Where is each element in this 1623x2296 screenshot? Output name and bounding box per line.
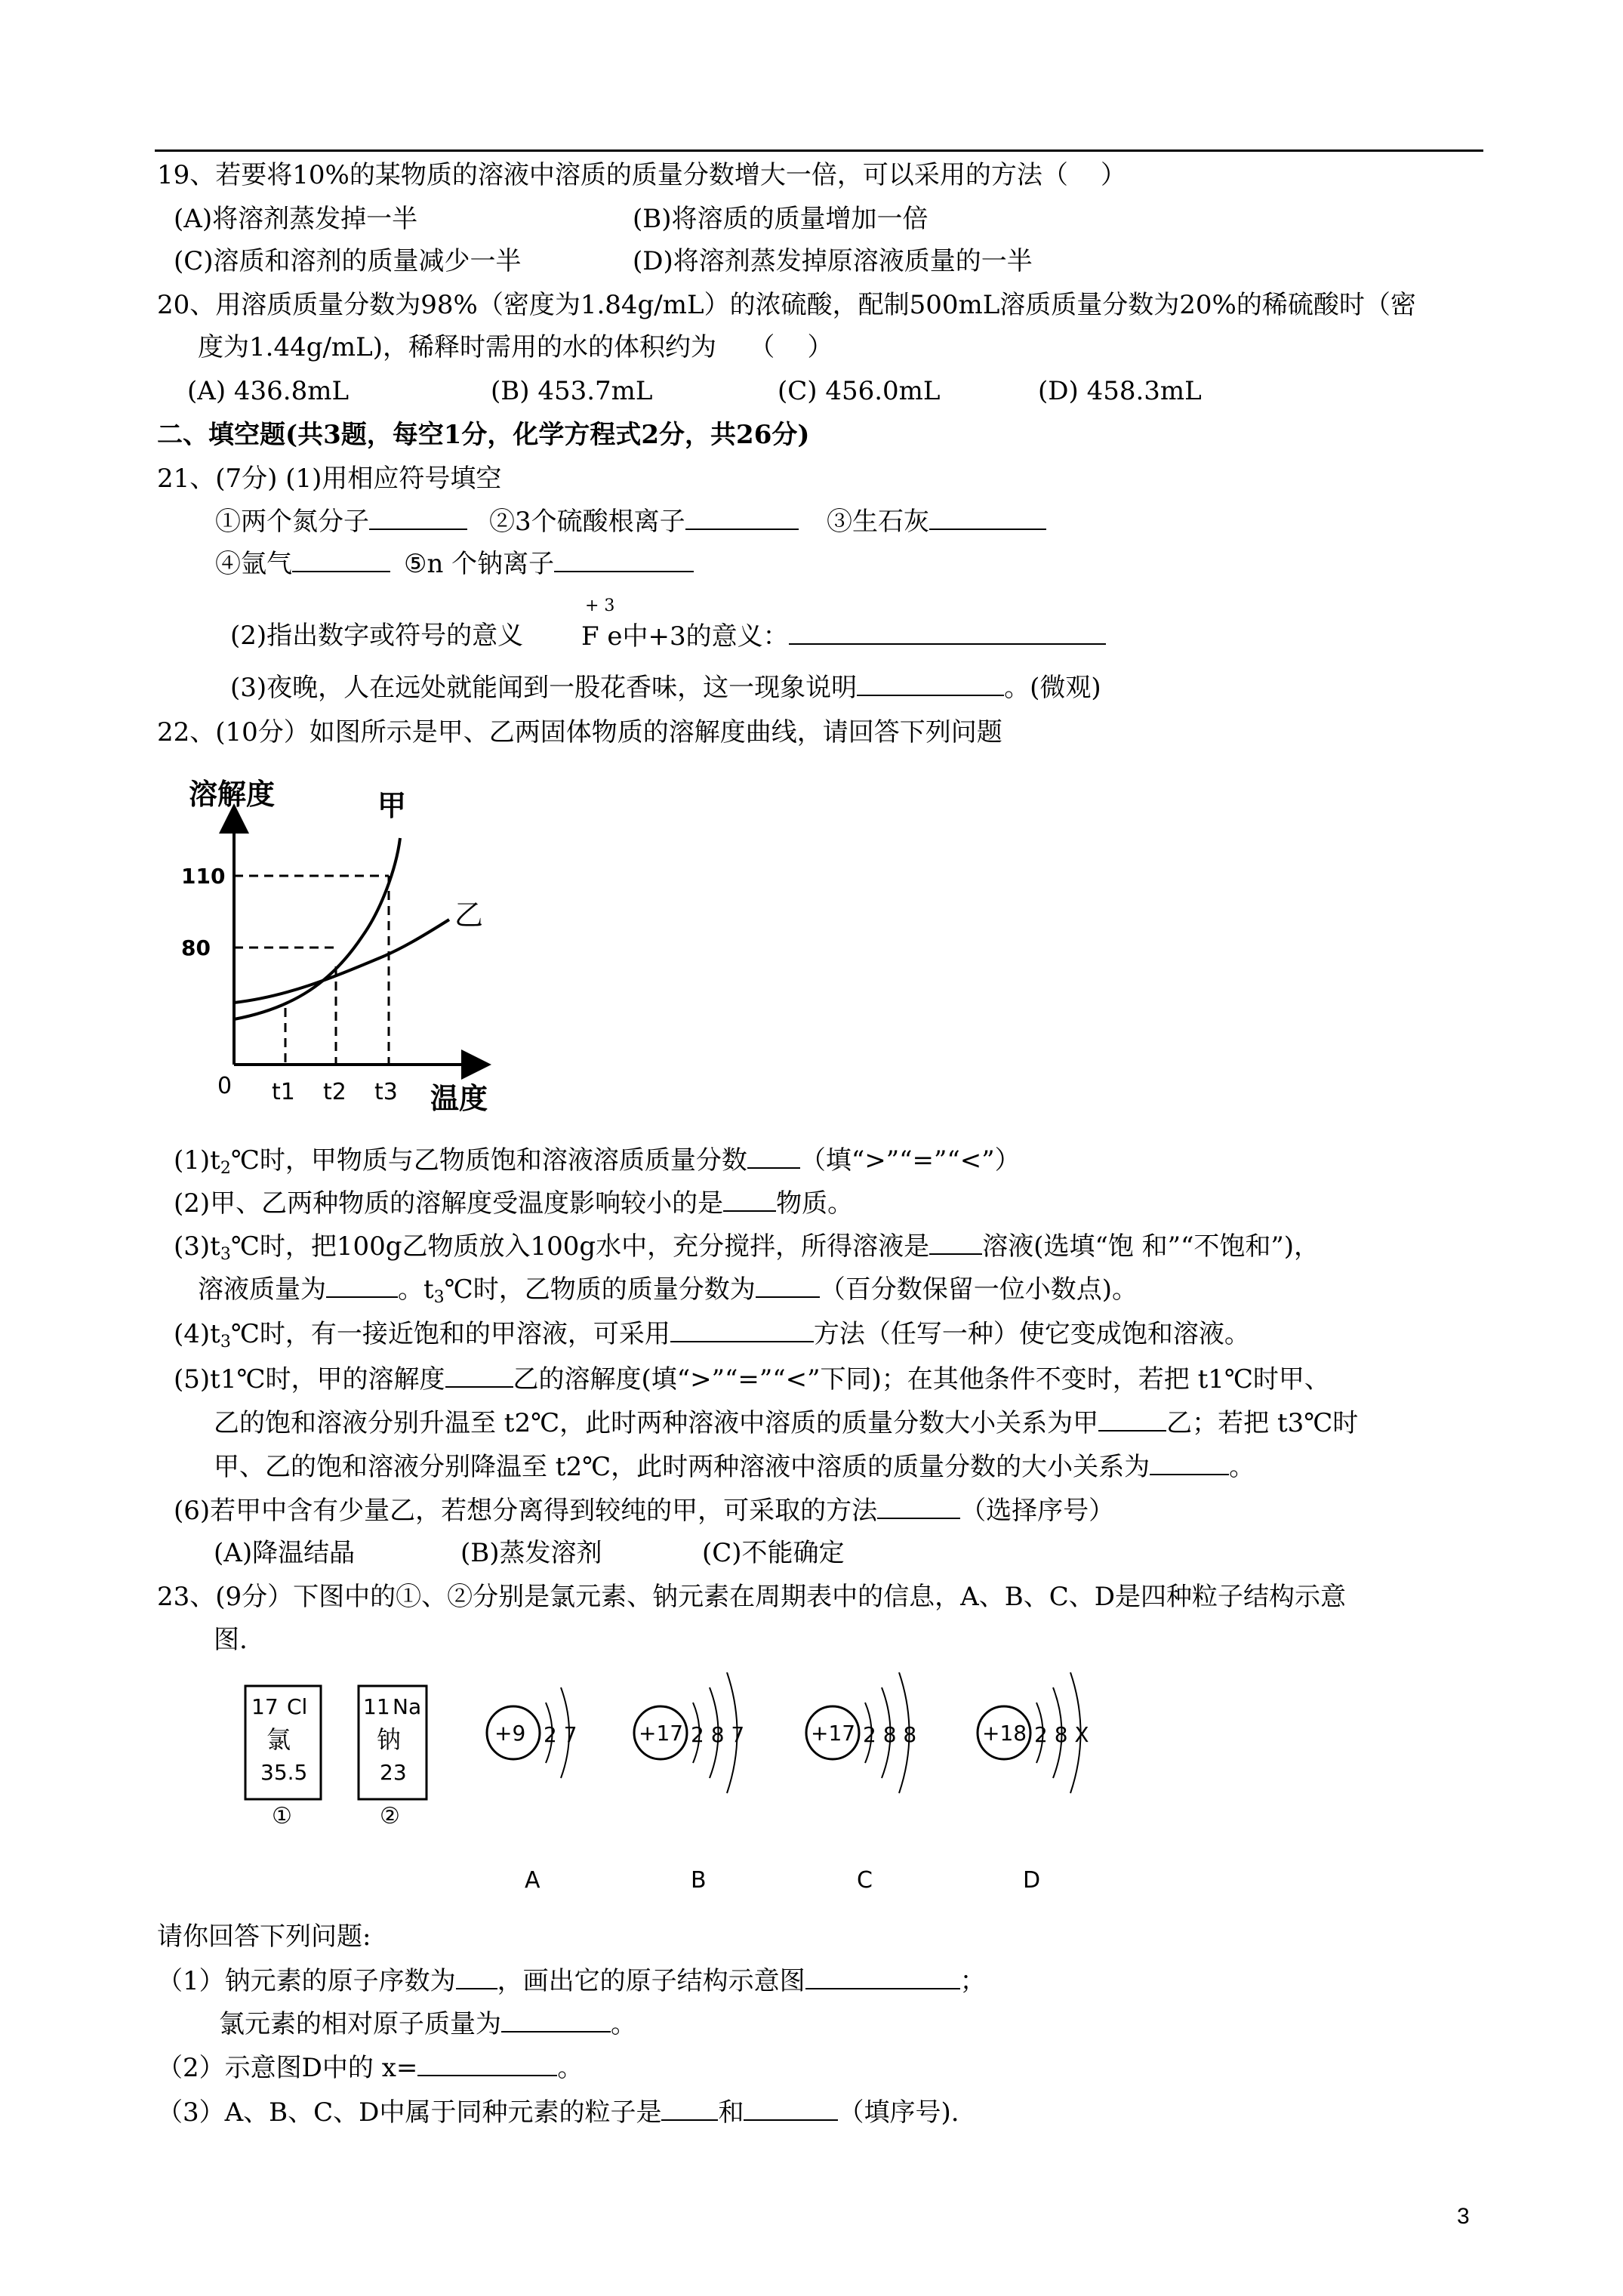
- q22-sub-5: (5)t1℃时，甲的溶解度 乙的溶解度(填“>”“=”“<”下同)；在其他条件不变时，若把 t1℃时甲、: [174, 1364, 1330, 1395]
- particle-d-shells: 2 8 X: [1034, 1722, 1089, 1747]
- q23-stem-line1: 23、(9分）下图中的①、②分别是氯元素、钠元素在周期表中的信息，A、B、C、D是四种粒子结构示意: [157, 1582, 1346, 1612]
- header-rule: [155, 149, 1483, 152]
- q20-stem-line2: 度为1.44g/mL)，稀释时需用的水的体积约为 （ ）: [198, 332, 833, 362]
- q22-sub-1: $(1)t_2℃$时，甲物质与乙物质饱和溶液溶质质量分数 （填“>”“=”“<”）: [174, 1145, 1021, 1178]
- q23-stem-line2: 图.: [214, 1625, 248, 1655]
- particle-a-shells: 2 7: [544, 1722, 577, 1747]
- q22-sub-5-line2: 乙的饱和溶液分别升温至 t2℃，此时两种溶液中溶质的质量分数大小关系为甲 乙；若把 t3℃时: [214, 1408, 1359, 1438]
- q22-option-a: (A)降温结晶: [214, 1538, 356, 1568]
- particle-d: [978, 1672, 1089, 1894]
- solubility-graph: [181, 770, 513, 1117]
- particle-c-nucleus: +17: [811, 1721, 856, 1746]
- q21-item-4: ④氩气: [215, 548, 390, 580]
- q21-part2-prefix: (2)指出数字或符号的意义: [230, 621, 524, 651]
- q22-sub-6: (6)若甲中含有少量乙，若想分离得到较纯的甲，可采取的方法 （选择序号）: [174, 1496, 1115, 1526]
- q21-item-5: ⑤n 个钠离子: [404, 548, 694, 580]
- q22-option-c: (C)不能确定: [702, 1538, 845, 1568]
- particle-b: [634, 1672, 744, 1894]
- q19-stem: 19、若要将10%的某物质的溶液中溶质的质量分数增大一倍，可以采用的方法（ ）: [157, 160, 1127, 190]
- y-axis-label: 溶解度: [189, 778, 276, 811]
- origin-label: 0: [217, 1073, 233, 1099]
- q21-part3: (3)夜晚，人在远处就能闻到一股花香味，这一现象说明 。(微观): [230, 673, 1101, 703]
- q21-stem: 21、(7分) (1)用相应符号填空: [157, 464, 502, 494]
- q22-sub-4: $(4)t_3℃$时，有一接近饱和的甲溶液，可采用 方法（任写一种）使它变成饱和溶液。: [174, 1319, 1250, 1351]
- q22-sub-3: $(3)t_3℃$时，把100g乙物质放入100g水中，充分搅拌，所得溶液是 溶液(选填“饱 和”“不饱和”)，: [174, 1231, 1320, 1264]
- x-tick-t2: t2: [323, 1079, 346, 1105]
- particle-b-shells: 2 8 7: [691, 1722, 745, 1747]
- q23-answer-3: （3）A、B、C、D中属于同种元素的粒子是 和 （填序号).: [157, 2097, 959, 2128]
- q23-answer-1b: 氯元素的相对原子质量为 。: [219, 2009, 636, 2039]
- x-tick-t3: t3: [374, 1079, 398, 1105]
- cl-marker: ①: [272, 1803, 292, 1829]
- curve-jia-label: 甲: [377, 789, 407, 822]
- particle-c-label: C: [857, 1867, 873, 1894]
- q19-option-a: (A)将溶剂蒸发掉一半: [174, 204, 418, 234]
- na-mass: 23: [380, 1760, 407, 1785]
- q23-answer-2: （2）示意图D中的 x= 。: [157, 2053, 584, 2083]
- particle-c-shells: 2 8 8: [863, 1722, 917, 1747]
- q23-prompt: 请你回答下列问题:: [157, 1922, 371, 1952]
- particle-a-nucleus: +9: [494, 1721, 526, 1746]
- q20-option-c: (C) 456.0mL: [778, 376, 941, 406]
- page-number: 3: [1457, 2204, 1470, 2229]
- q20-stem-line1: 20、用溶质质量分数为98%（密度为1.84g/mL）的浓硫酸，配制500mL溶质质量分数为20%的稀硫酸时（密: [157, 290, 1416, 320]
- q20-option-d: (D) 458.3mL: [1038, 376, 1202, 406]
- na-name: 钠: [377, 1725, 402, 1754]
- particle-a: [487, 1687, 577, 1894]
- q22-sub-2: (2)甲、乙两种物质的溶解度受温度影响较小的是 物质。: [174, 1188, 854, 1219]
- q19-option-d: (D)将溶剂蒸发掉原溶液质量的一半: [633, 246, 1033, 276]
- q21-part2: F e中+3的意义：: [581, 621, 1106, 652]
- q19-option-c: (C)溶质和溶剂的质量减少一半: [174, 246, 522, 276]
- x-axis-label: 温度: [430, 1082, 488, 1115]
- particle-c: [806, 1672, 916, 1894]
- particle-a-label: A: [525, 1867, 540, 1894]
- curve-jia: [234, 838, 400, 1019]
- q22-stem: 22、(10分）如图所示是甲、乙两固体物质的溶解度曲线，请回答下列问题: [157, 717, 1002, 747]
- q21-superscript: + 3: [585, 596, 615, 615]
- na-symbol: Na: [393, 1694, 422, 1719]
- particle-b-label: B: [691, 1867, 707, 1894]
- q19-option-b: (B)将溶质的质量增加一倍: [633, 204, 929, 234]
- cl-atomic-number: 17: [251, 1694, 279, 1719]
- na-atomic-number: 11: [363, 1694, 390, 1719]
- q21-item-1: ①两个氮分子: [215, 506, 467, 538]
- curve-yi-label: 乙: [454, 898, 484, 932]
- cl-name: 氯: [266, 1725, 291, 1754]
- q22-sub-3-cont: 溶液质量为 。$t_3℃$时，乙物质的质量分数为 （百分数保留一位小数点)。: [198, 1274, 1138, 1307]
- q23-answer-1: （1）钠元素的原子序数为 ，画出它的原子结构示意图 ；: [157, 1966, 986, 1996]
- q20-option-b: (B) 453.7mL: [491, 376, 653, 406]
- q21-item-2: ②3个硫酸根离子: [489, 506, 799, 538]
- particle-b-nucleus: +17: [639, 1721, 684, 1746]
- cl-symbol: Cl: [287, 1694, 308, 1719]
- q22-option-b: (B)蒸发溶剂: [460, 1538, 602, 1568]
- q21-item-3: ③生石灰: [827, 506, 1046, 538]
- y-tick-110: 110: [181, 864, 226, 889]
- particle-d-nucleus: +18: [982, 1721, 1027, 1746]
- q22-sub-5-line3: 甲、乙的饱和溶液分别降温至 t2℃，此时两种溶液中溶质的质量分数的大小关系为 。: [214, 1452, 1255, 1482]
- cl-mass: 35.5: [260, 1760, 308, 1785]
- section-title: 二、填空题(共3题，每空1分，化学方程式2分，共26分): [157, 420, 810, 450]
- na-marker: ②: [380, 1803, 400, 1829]
- y-tick-80: 80: [181, 935, 211, 960]
- particle-d-label: D: [1023, 1867, 1041, 1894]
- element-structure-figure: [238, 1672, 1166, 1906]
- q20-option-a: (A) 436.8mL: [187, 376, 350, 406]
- x-tick-t1: t1: [272, 1079, 295, 1105]
